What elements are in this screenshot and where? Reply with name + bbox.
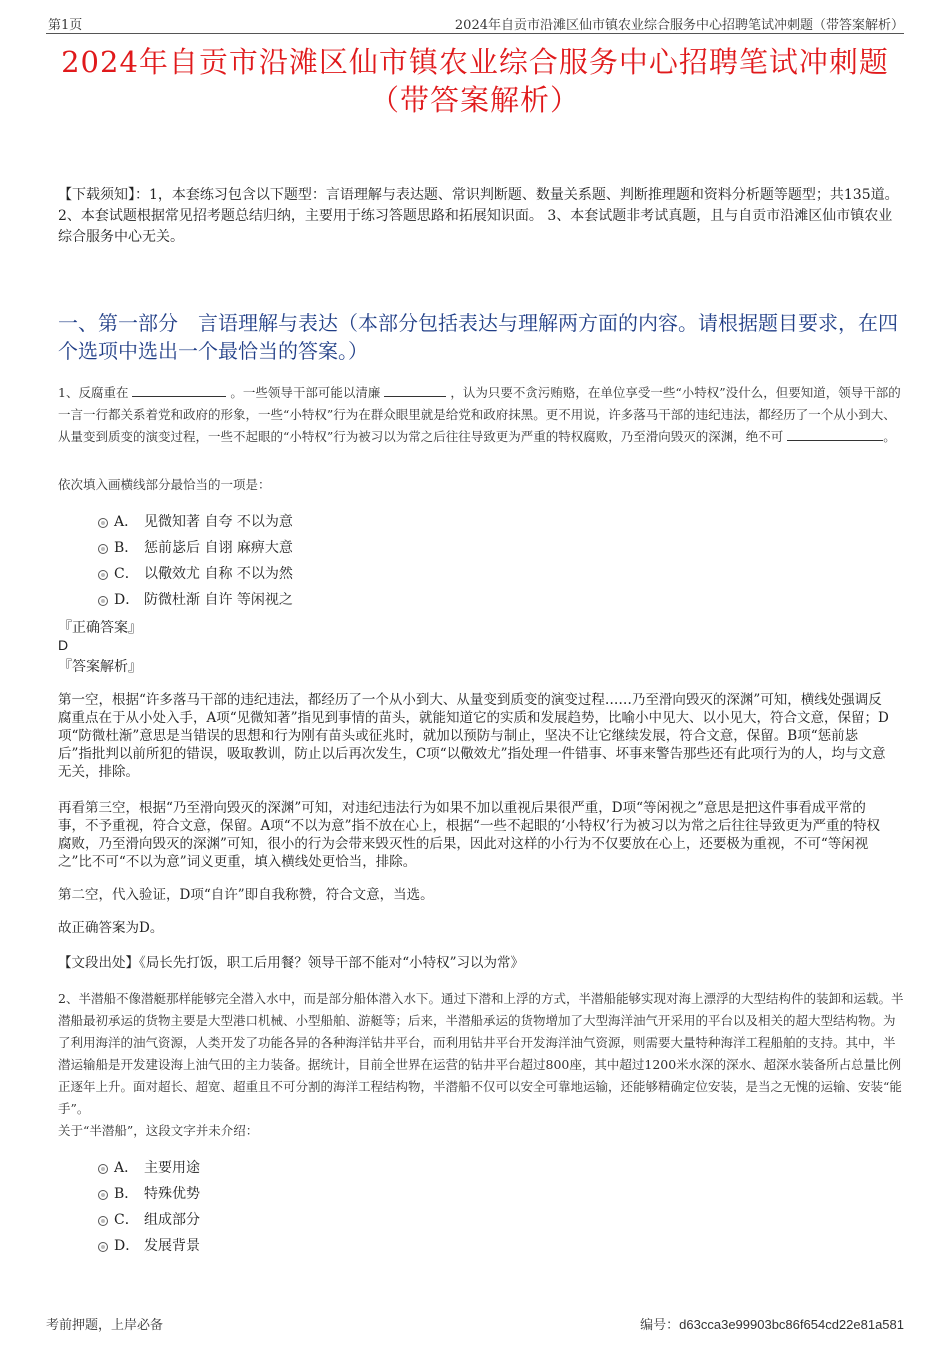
radio-icon[interactable] (98, 1190, 108, 1200)
blank-3 (787, 426, 883, 441)
answer-value: D (58, 637, 69, 653)
blank-2 (384, 382, 446, 397)
header-divider (46, 33, 904, 34)
analysis-paragraph-4: 故正确答案为D。 (58, 920, 164, 936)
analysis-paragraph-3: 第二空，代入验证，D项“自许”即自我称赞，符合文意，当选。 (58, 887, 434, 903)
blank-1 (132, 382, 226, 397)
analysis-paragraph-1: 第一空，根据“许多落马干部的违纪违法，都经历了一个从小到大、从量变到质变的演变过程……乃至滑向毁灭的深渊”可知，横线处强调反腐重点在于从小处入手，A项“见微知著”指见到事情的苗头，就能知道它的实质和发展趋势，比喻小中见大、以小见大，符合文意，保留；D项“防微杜渐”意思是当错误的思想和行为刚有苗头或征兆时，就加以预防与制止，坚决不让它继续发展，符合文意，保留。B项“惩前毖后”指批判以前所犯的错误，吸取教训，防止以后再次发生，C项“以儆效尤”指处理一件错事、坏事来警告那些还有此项行为的人，均与文意无关，排除。 (58, 692, 889, 780)
q2-option-d[interactable]: D． 发展背景 (98, 1236, 200, 1256)
page-footer (46, 1314, 904, 1333)
title-line-1: 2024年自贡市沿滩区仙市镇农业综合服务中心招聘笔试冲刺题 (61, 45, 889, 79)
footer-code: 编号：d63cca3e99903bc86f654cd22e81a581 (640, 1317, 904, 1333)
radio-icon[interactable] (98, 1164, 108, 1174)
page-number: 第1页 (48, 18, 83, 33)
download-notice: 【下载须知】：1，本套练习包含以下题型：言语理解与表达题、常识判断题、数量关系题、判断推理题和资料分析题等题型；共135道。 2、本套试题根据常见招考题总结归纳，主要用于练习答题思路和拓展知识面。 3、本套试题非考试真题，且与自贡市沿滩区仙市镇农业综合服务中心无关。 (58, 187, 899, 245)
q2-option-c[interactable]: C． 组成部分 (98, 1210, 200, 1230)
radio-icon[interactable] (98, 544, 108, 554)
question-1-prompt: 依次填入画横线部分最恰当的一项是： (58, 477, 271, 492)
q2-option-b[interactable]: B． 特殊优势 (98, 1184, 200, 1204)
section-heading: 一、第一部分 言语理解与表达（本部分包括表达与理解两方面的内容。请根据题目要求，在四个选项中选出一个最恰当的答案。） (58, 311, 898, 363)
q1-option-c[interactable]: C． 以儆效尤 自称 不以为然 (98, 564, 293, 584)
title-line-2: （带答案解析） (369, 83, 580, 117)
radio-icon[interactable] (98, 1216, 108, 1226)
radio-icon[interactable] (98, 1242, 108, 1252)
q1-option-d[interactable]: D． 防微杜渐 自许 等闲视之 (98, 590, 293, 610)
analysis-label: 『答案解析』 (58, 659, 142, 675)
page-title (40, 43, 910, 119)
q2-option-a[interactable]: A． 主要用途 (98, 1158, 200, 1178)
question-2-prompt: 关于“半潜船”，这段文字并未介绍： (58, 1123, 259, 1138)
answer-label: 『正确答案』 (58, 620, 142, 636)
radio-icon[interactable] (98, 518, 108, 528)
radio-icon[interactable] (98, 570, 108, 580)
q1-option-b[interactable]: B． 惩前毖后 自诩 麻痹大意 (98, 538, 293, 558)
header-doc-title: 2024年自贡市沿滩区仙市镇农业综合服务中心招聘笔试冲刺题（带答案解析） (454, 18, 904, 33)
question-2-text: 2、半潜船不像潜艇那样能够完全潜入水中，而是部分船体潜入水下。通过下潜和上浮的方式，半潜船能够实现对海上漂浮的大型结构件的装卸和运载。半潜船最初承运的货物主要是大型港口机械、小型船舶、游艇等；后来，半潜船承运的货物增加了大型海洋油气开采用的平台以及相关的超大型结构物。为了利用海洋的油气资源，人类开发了功能各异的各种海洋钻井平台，而利用钻井平台开发海洋油气资源，则需要大量特种海洋工程船舶的支持。其中，半潜运输船是开发建设海上油气田的主力装备。据统计，目前全世界在运营的钻井平台超过800座，其中超过1200米水深的深水、超深水装备所占总量比例正逐年上升。面对超长、超宽、超重且不可分割的海洋工程结构物，半潜船不仅可以安全可靠地运输，还能够精确定位安装，是当之无愧的运输、安装“能手”。 (58, 991, 904, 1116)
radio-icon[interactable] (98, 596, 108, 606)
question-1-text: 1、反腐重在 。一些领导干部可能以清廉 ，认为只要不贪污贿赂，在单位享受一些“小特权”没什么，但要知道，领导干部的一言一行都关系着党和政府的形象，一些“小特权”行为在群众眼里就是给党和政府抹黑。更不用说，许多落马干部的违纪违法，都经历了一个从小到大、从量变到质变的演变过程，一些不起眼的“小特权”行为被习以为常之后往往导致更为严重的特权腐败，乃至滑向毁灭的深渊，绝不可 。 (58, 382, 904, 448)
analysis-paragraph-2: 再看第三空，根据“乃至滑向毁灭的深渊”可知，对违纪违法行为如果不加以重视后果很严重，D项“等闲视之”意思是把这件事看成平常的事，不予重视，符合文意，保留。A项“不以为意”指不放在心上，根据“一些不起眼的‘小特权’行为被习以为常之后往往导致更为严重的特权腐败，乃至滑向毁灭的深渊”可知，很小的行为会带来毁灭性的后果，因此对这样的小行为不仅要放在心上，还要极为重视，不可“等闲视之”比不可“不以为意”词义更重，填入横线处更恰当，排除。 (58, 800, 881, 870)
q1-option-a[interactable]: A． 见微知著 自夸 不以为意 (98, 512, 293, 532)
source-citation: 【文段出处】《局长先打饭，职工后用餐？领导干部不能对“小特权”习以为常》 (58, 955, 525, 971)
footer-slogan: 考前押题，上岸必备 (46, 1318, 164, 1333)
